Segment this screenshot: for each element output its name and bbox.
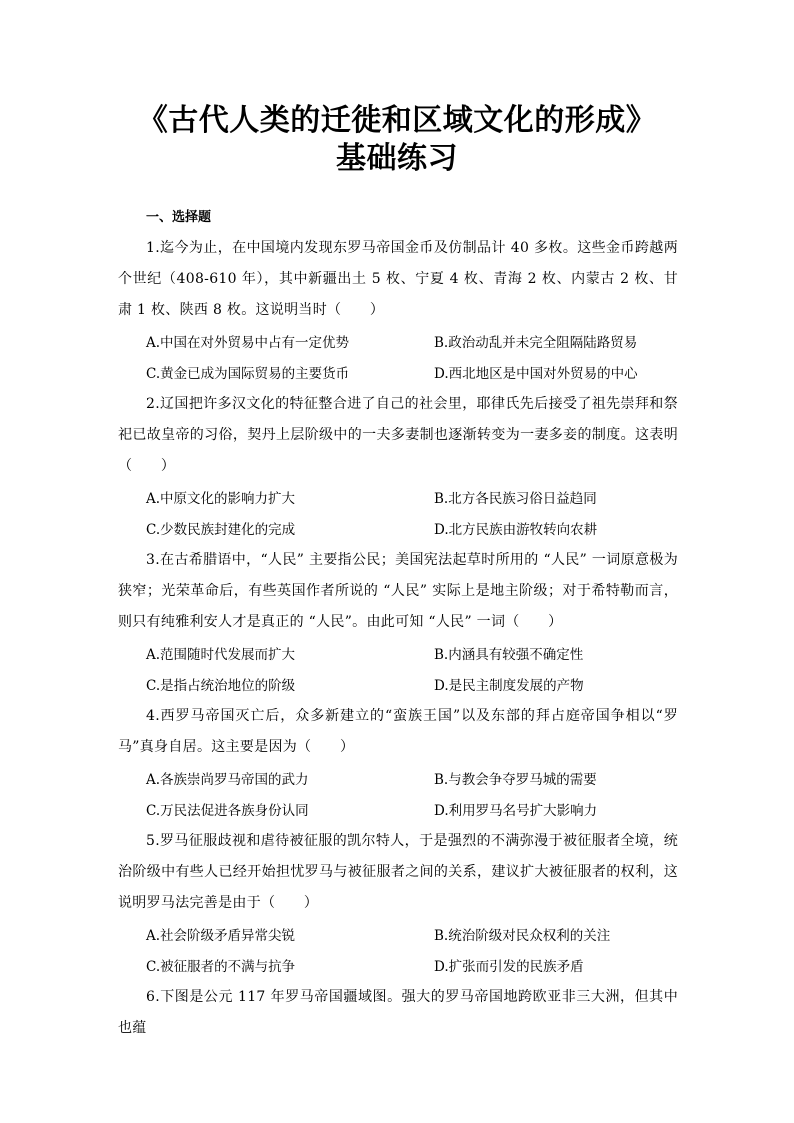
question-4-option-b[interactable]: B.与教会争夺罗马城的需要 [434,772,597,788]
question-5-stem: 5.罗马征服歧视和虐待被征服的凯尔特人，于是强烈的不满弥漫于被征服者全境，统治阶级中有些人已经开始担忧罗马与被征服者之间的关系，建议扩大被征服者的权利，这说明罗马法完善是由于（ ） [118,833,678,911]
question-4-option-c[interactable]: C.万民法促进各族身份认同 [146,803,309,819]
question-3-option-a[interactable]: A.范围随时代发展而扩大 [146,647,296,663]
question-2-stem: 2.辽国把许多汉文化的特征整合进了自己的社会里，耶律氏先后接受了祖先崇拜和祭祀已故皇帝的习俗，契丹上层阶级中的一夫多妻制也逐渐转变为一妻多妾的制度。这表明（ ） [118,396,678,474]
question-4-stem: 4.西罗马帝国灭亡后，众多新建立的“蛮族王国”以及东部的拜占庭帝国争相以“罗马”真身自居。这主要是因为（ ） [118,708,678,755]
question-3-stem: 3.在古希腊语中，“人民” 主要指公民；美国宪法起草时所用的 “人民” 一词原意极为狭窄；光荣革命后，有些英国作者所说的 “人民” 实际上是地主阶级；对于希特勒而言，则只有纯雅利安人才是真正的 “人民”。由此可知 “人民” 一词（ ） [118,552,678,630]
question-5-option-d[interactable]: D.扩张而引发的民族矛盾 [434,959,584,975]
question-5-option-a[interactable]: A.社会阶级矛盾异常尖锐 [146,928,296,944]
question-3-option-d[interactable]: D.是民主制度发展的产物 [434,678,584,694]
question-5-option-b[interactable]: B.统治阶级对民众权利的关注 [434,928,611,944]
question-3-option-b[interactable]: B.内涵具有较强不确定性 [434,647,584,663]
question-2-option-b[interactable]: B.北方各民族习俗日益趋同 [434,491,597,507]
question-2-option-a[interactable]: A.中原文化的影响力扩大 [146,491,296,507]
question-2-option-c[interactable]: C.少数民族封建化的完成 [146,522,296,538]
question-1-option-c[interactable]: C.黄金已成为国际贸易的主要货币 [146,366,350,382]
page-subtitle: 基础练习 [336,141,458,176]
question-1-option-a[interactable]: A.中国在对外贸易中占有一定优势 [146,335,350,351]
question-4-option-d[interactable]: D.利用罗马名号扩大影响力 [434,803,598,819]
section-heading: 一、选择题 [146,210,212,225]
question-1-option-b[interactable]: B.政治动乱并未完全阻隔陆路贸易 [434,335,638,351]
question-1-option-d[interactable]: D.西北地区是中国对外贸易的中心 [434,366,638,382]
question-6-stem: 6.下图是公元 117 年罗马帝国疆域图。强大的罗马帝国地跨欧亚非三大洲，但其中也蕴 [118,989,678,1036]
question-5-option-c[interactable]: C.被征服者的不满与抗争 [146,959,296,975]
question-4-option-a[interactable]: A.各族崇尚罗马帝国的武力 [146,772,309,788]
page-title: 《古代人类的迁徙和区域文化的形成》 [137,103,657,138]
question-3-option-c[interactable]: C.是指占统治地位的阶级 [146,678,296,694]
question-2-option-d[interactable]: D.北方民族由游牧转向农耕 [434,522,598,538]
question-1-stem: 1.迄今为止，在中国境内发现东罗马帝国金币及仿制品计 40 多枚。这些金币跨越两个世纪（408-610 年），其中新疆出土 5 枚、宁夏 4 枚、青海 2 枚、内蒙古 2 枚、甘肃 1 枚、陕西 8 枚。这说明当时（ ） [118,240,678,318]
